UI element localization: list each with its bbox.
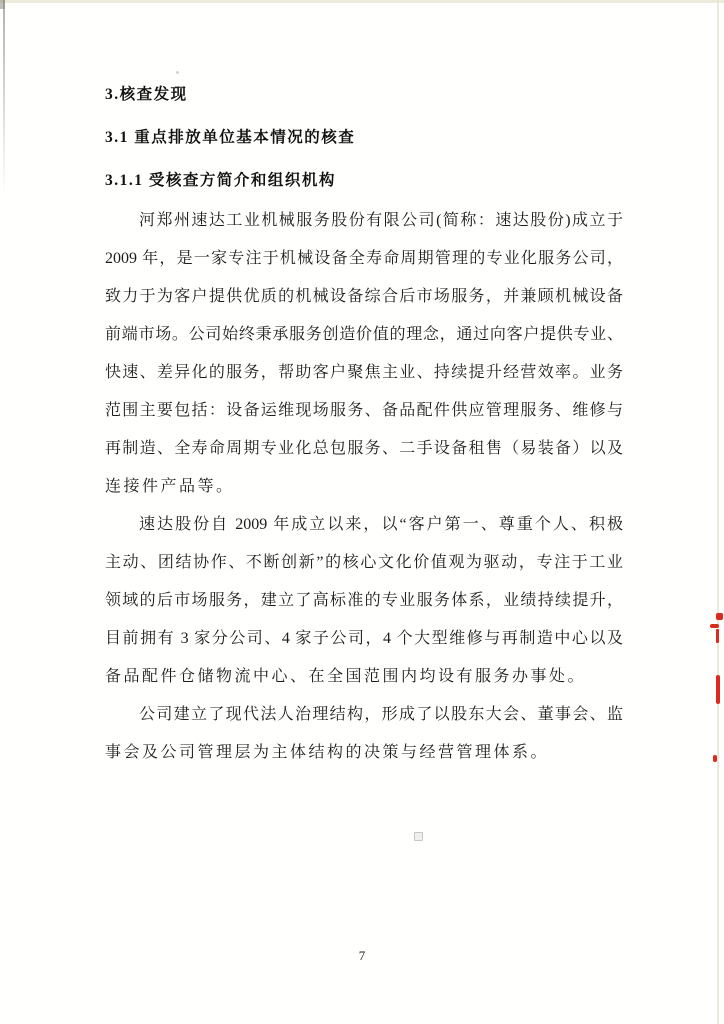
red-pen-mark bbox=[713, 755, 717, 762]
scan-speck bbox=[414, 832, 423, 841]
paragraph-company-intro bbox=[105, 202, 623, 506]
text-line: 河郑州速达工业机械服务股份有限公司(简称：速达股份)成立于 bbox=[139, 212, 623, 229]
text-line: 前端市场。公司始终秉承服务创造价值的理念，通过向客户提供专业、 bbox=[105, 326, 623, 343]
red-pen-mark bbox=[716, 675, 720, 704]
text-line: 范围主要包括：设备运维现场服务、备品配件供应管理服务、维修与 bbox=[105, 402, 623, 419]
text-line: 2009 年，是一家专注于机械设备全寿命周期管理的专业化服务公司， bbox=[105, 250, 623, 267]
scan-corner-top-left bbox=[0, 0, 5, 9]
red-pen-mark bbox=[710, 624, 719, 628]
heading-section-3: 3.核查发现 bbox=[105, 86, 188, 103]
text-line: 事会及公司管理层为主体结构的决策与经营管理体系。 bbox=[105, 744, 550, 761]
heading-section-3-1-1: 3.1.1 受核查方简介和组织机构 bbox=[105, 172, 336, 189]
paragraph-company-development bbox=[105, 506, 623, 696]
heading-section-3-1: 3.1 重点排放单位基本情况的核查 bbox=[105, 129, 356, 146]
red-pen-mark bbox=[716, 613, 723, 620]
scan-edge-left bbox=[3, 0, 5, 195]
text-line: 连接件产品等。 bbox=[105, 478, 235, 495]
scan-speck bbox=[176, 71, 179, 74]
text-line: 公司建立了现代法人治理结构，形成了以股东大会、董事会、监 bbox=[139, 706, 623, 723]
scan-edge-right bbox=[717, 0, 719, 1024]
text-line: 主动、团结协作、不断创新”的核心文化价值观为驱动，专注于工业 bbox=[105, 554, 623, 571]
text-line: 领域的后市场服务，建立了高标准的专业服务体系，业绩持续提升， bbox=[105, 592, 623, 609]
page-number: 7 bbox=[358, 948, 366, 963]
scan-edge-top bbox=[0, 0, 724, 3]
paragraph-governance bbox=[105, 696, 623, 772]
red-pen-mark bbox=[716, 629, 719, 643]
text-line: 再制造、全寿命周期专业化总包服务、二手设备租售（易装备）以及 bbox=[105, 440, 623, 457]
text-line: 速达股份自 2009 年成立以来，以“客户第一、尊重个人、积极 bbox=[139, 516, 623, 533]
text-line: 目前拥有 3 家分公司、4 家子公司，4 个大型维修与再制造中心以及 bbox=[105, 630, 623, 647]
text-line: 快速、差异化的服务，帮助客户聚焦主业、持续提升经营效率。业务 bbox=[105, 364, 623, 381]
text-line: 备品配件仓储物流中心、在全国范围内均设有服务办事处。 bbox=[105, 668, 587, 685]
text-line: 致力于为客户提供优质的机械设备综合后市场服务，并兼顾机械设备 bbox=[105, 288, 623, 305]
document-body bbox=[105, 84, 623, 772]
